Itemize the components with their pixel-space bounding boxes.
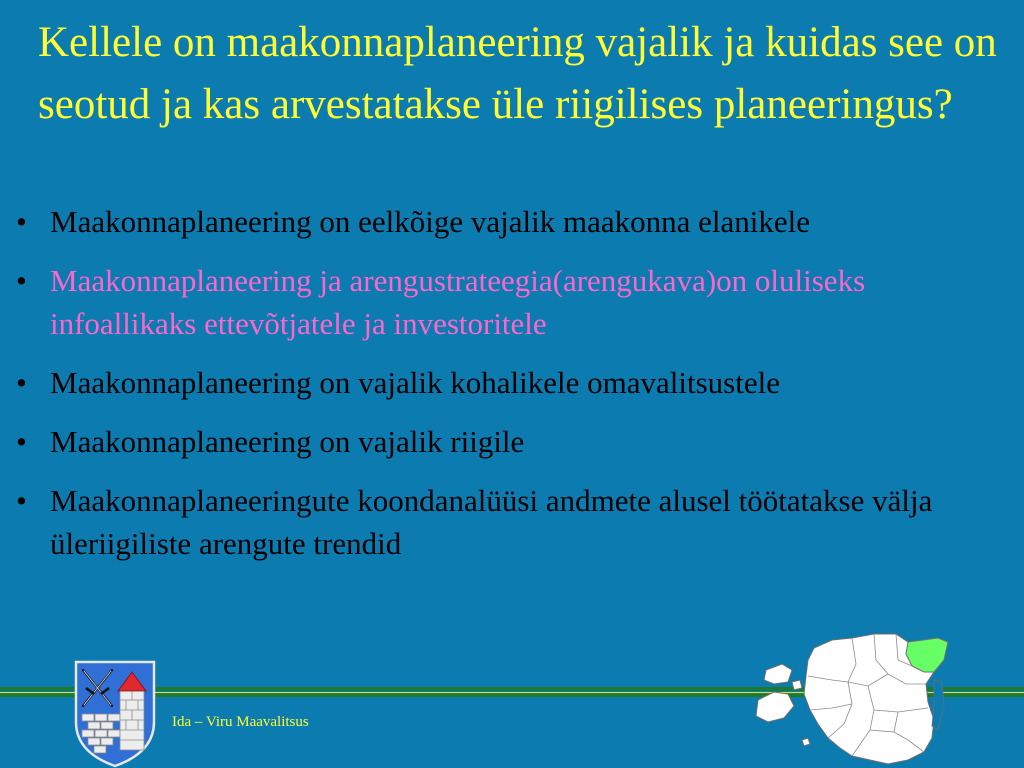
bullet-item — [14, 200, 974, 243]
bullet-text: Maakonnaplaneering ja arengustrateegia(arengukava)on oluliseks infoallikaks ettevõtjatele ja investoritele — [50, 263, 866, 341]
slide-title: Kellele on maakonnaplaneering vajalik ja kuidas see on seotud ja kas arvestatakse üle riigilises planeeringus? — [38, 19, 997, 128]
bullet-marker: • — [16, 424, 27, 459]
bullet-item — [14, 420, 974, 463]
bullet-marker: • — [16, 483, 27, 518]
bullet-marker: • — [16, 365, 27, 400]
bullet-text: Maakonnaplaneeringute koondanalüüsi andmete alusel töötatakse välja üleriigiliste arengute trendid — [50, 483, 933, 561]
bullet-item — [14, 479, 974, 565]
bullet-marker: • — [16, 204, 27, 239]
bullet-marker: • — [16, 263, 27, 298]
estonia-counties-map-icon — [748, 620, 952, 768]
county-coat-of-arms-icon — [74, 660, 156, 768]
bullet-text: Maakonnaplaneering on vajalik kohalikele omavalitsustele — [50, 365, 780, 400]
organization-name: Ida – Viru Maavalitsus — [172, 714, 309, 730]
bullet-list — [14, 200, 974, 581]
bullet-text: Maakonnaplaneering on vajalik riigile — [50, 424, 525, 459]
bullet-text: Maakonnaplaneering on eelkõige vajalik maakonna elanikele — [50, 204, 811, 239]
bullet-item — [14, 361, 974, 404]
bullet-item-highlighted — [14, 259, 974, 345]
